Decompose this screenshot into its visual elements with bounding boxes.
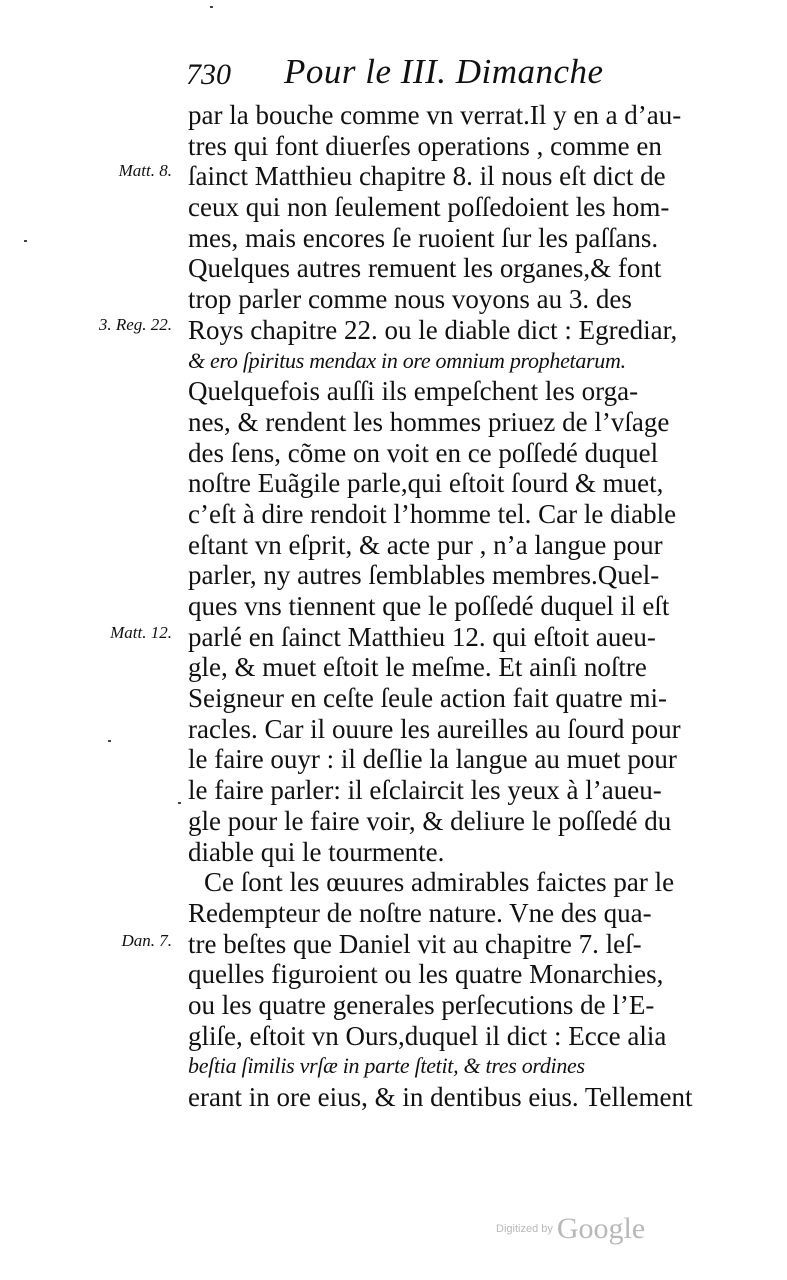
text-line: noſtre Euãgile parle,qui eſtoit ſourd & muet, bbox=[188, 468, 664, 499]
paragraph-start-line: Ce ſont les œuures admirables faictes par le bbox=[204, 867, 675, 898]
text-line: nes, & rendent les hommes priuez de l’vſage bbox=[188, 406, 670, 437]
ink-speck bbox=[210, 6, 213, 8]
text-line: Quelquefois auſſi ils empeſchent les orga- bbox=[188, 376, 639, 407]
running-title: Pour le III. Dimanche bbox=[284, 52, 604, 91]
text-line: ques vns tiennent que le poſſedé duquel il eſt bbox=[188, 591, 670, 621]
margin-note-dan-7: Dan. 7. bbox=[121, 931, 172, 950]
text-line: gliſe, eſtoit vn Ours,duquel il dict : Ecce alia bbox=[188, 1020, 667, 1051]
ink-speck bbox=[108, 740, 111, 742]
text-line: ou les quatre generales perſecutions de l’E- bbox=[188, 989, 655, 1020]
text-line: Redempteur de noſtre nature. Vne des qua- bbox=[188, 897, 652, 928]
text-line: ceux qui non ſeulement poſſedoient les hom- bbox=[188, 192, 670, 223]
text-line: ſainct Matthieu chapitre 8. il nous eſt dict de bbox=[188, 161, 666, 192]
google-watermark bbox=[496, 1212, 645, 1246]
latin-quote-line: beſtia ſimilis vrſæ in parte ſtetit, & tres ordines bbox=[188, 1053, 585, 1079]
margin-note-matt-12: Matt. 12. bbox=[110, 623, 172, 642]
text-line: diable qui le tourmente. bbox=[188, 836, 445, 867]
margin-note-3-reg-22: 3. Reg. 22. bbox=[98, 315, 172, 334]
text-line: des ſens, cõme on voit en ce poſſedé duquel bbox=[188, 437, 659, 468]
text-line: par la bouche comme vn verrat.Il y en a d’au- bbox=[188, 100, 682, 130]
text-line: erant in ore eius, & in dentibus eius. Tellement bbox=[188, 1082, 693, 1112]
text-line: Roys chapitre 22. ou le diable dict : Egrediar, bbox=[188, 314, 678, 345]
text-line: parlé en ſainct Matthieu 12. qui eſtoit aueu- bbox=[188, 621, 656, 652]
text-line: Quelques autres remuent les organes,& font bbox=[188, 253, 662, 284]
page-body-text bbox=[188, 100, 708, 1113]
text-line: c’eſt à dire rendoit l’homme tel. Car le diable bbox=[188, 498, 677, 529]
text-line: mes, mais encores ſe ruoient ſur les paſſans. bbox=[188, 222, 659, 253]
text-line: eſtant vn eſprit, & acte pur , n’a langue pour bbox=[188, 529, 663, 560]
text-line: quelles figuroient ou les quatre Monarchies, bbox=[188, 959, 664, 990]
text-line: trop parler comme nous voyons au 3. des bbox=[188, 284, 632, 315]
text-line: racles. Car il ouure les aureilles au ſourd pour bbox=[188, 713, 681, 744]
page-number: 730 bbox=[186, 58, 231, 91]
text-line: Seigneur en ceſte ſeule action fait quatre mi- bbox=[188, 683, 668, 714]
text-line: le faire ouyr : il deſlie la langue au muet pour bbox=[188, 744, 677, 775]
text-line: gle pour le faire voir, & deliure le poſſedé du bbox=[188, 805, 672, 836]
ink-speck bbox=[24, 240, 27, 242]
ink-speck bbox=[178, 802, 181, 804]
running-header bbox=[186, 52, 696, 94]
text-line: tre beſtes que Daniel vit au chapitre 7. leſ- bbox=[188, 928, 642, 959]
text-line: tres qui font diuerſes operations , comme en bbox=[188, 130, 662, 161]
text-line: gle, & muet eſtoit le meſme. Et ainſi noſtre bbox=[188, 652, 647, 683]
text-line: le faire parler: il eſclaircit les yeux à l’aueu- bbox=[188, 775, 662, 806]
google-logo: Google bbox=[556, 1212, 646, 1245]
latin-quote-line: & ero ſpiritus mendax in ore omnium prophetarum. bbox=[188, 347, 626, 373]
watermark-prefix: Digitized by bbox=[496, 1223, 553, 1235]
text-line: parler, ny autres ſemblables membres.Quel- bbox=[188, 560, 660, 591]
margin-note-matt-8: Matt. 8. bbox=[118, 161, 172, 180]
